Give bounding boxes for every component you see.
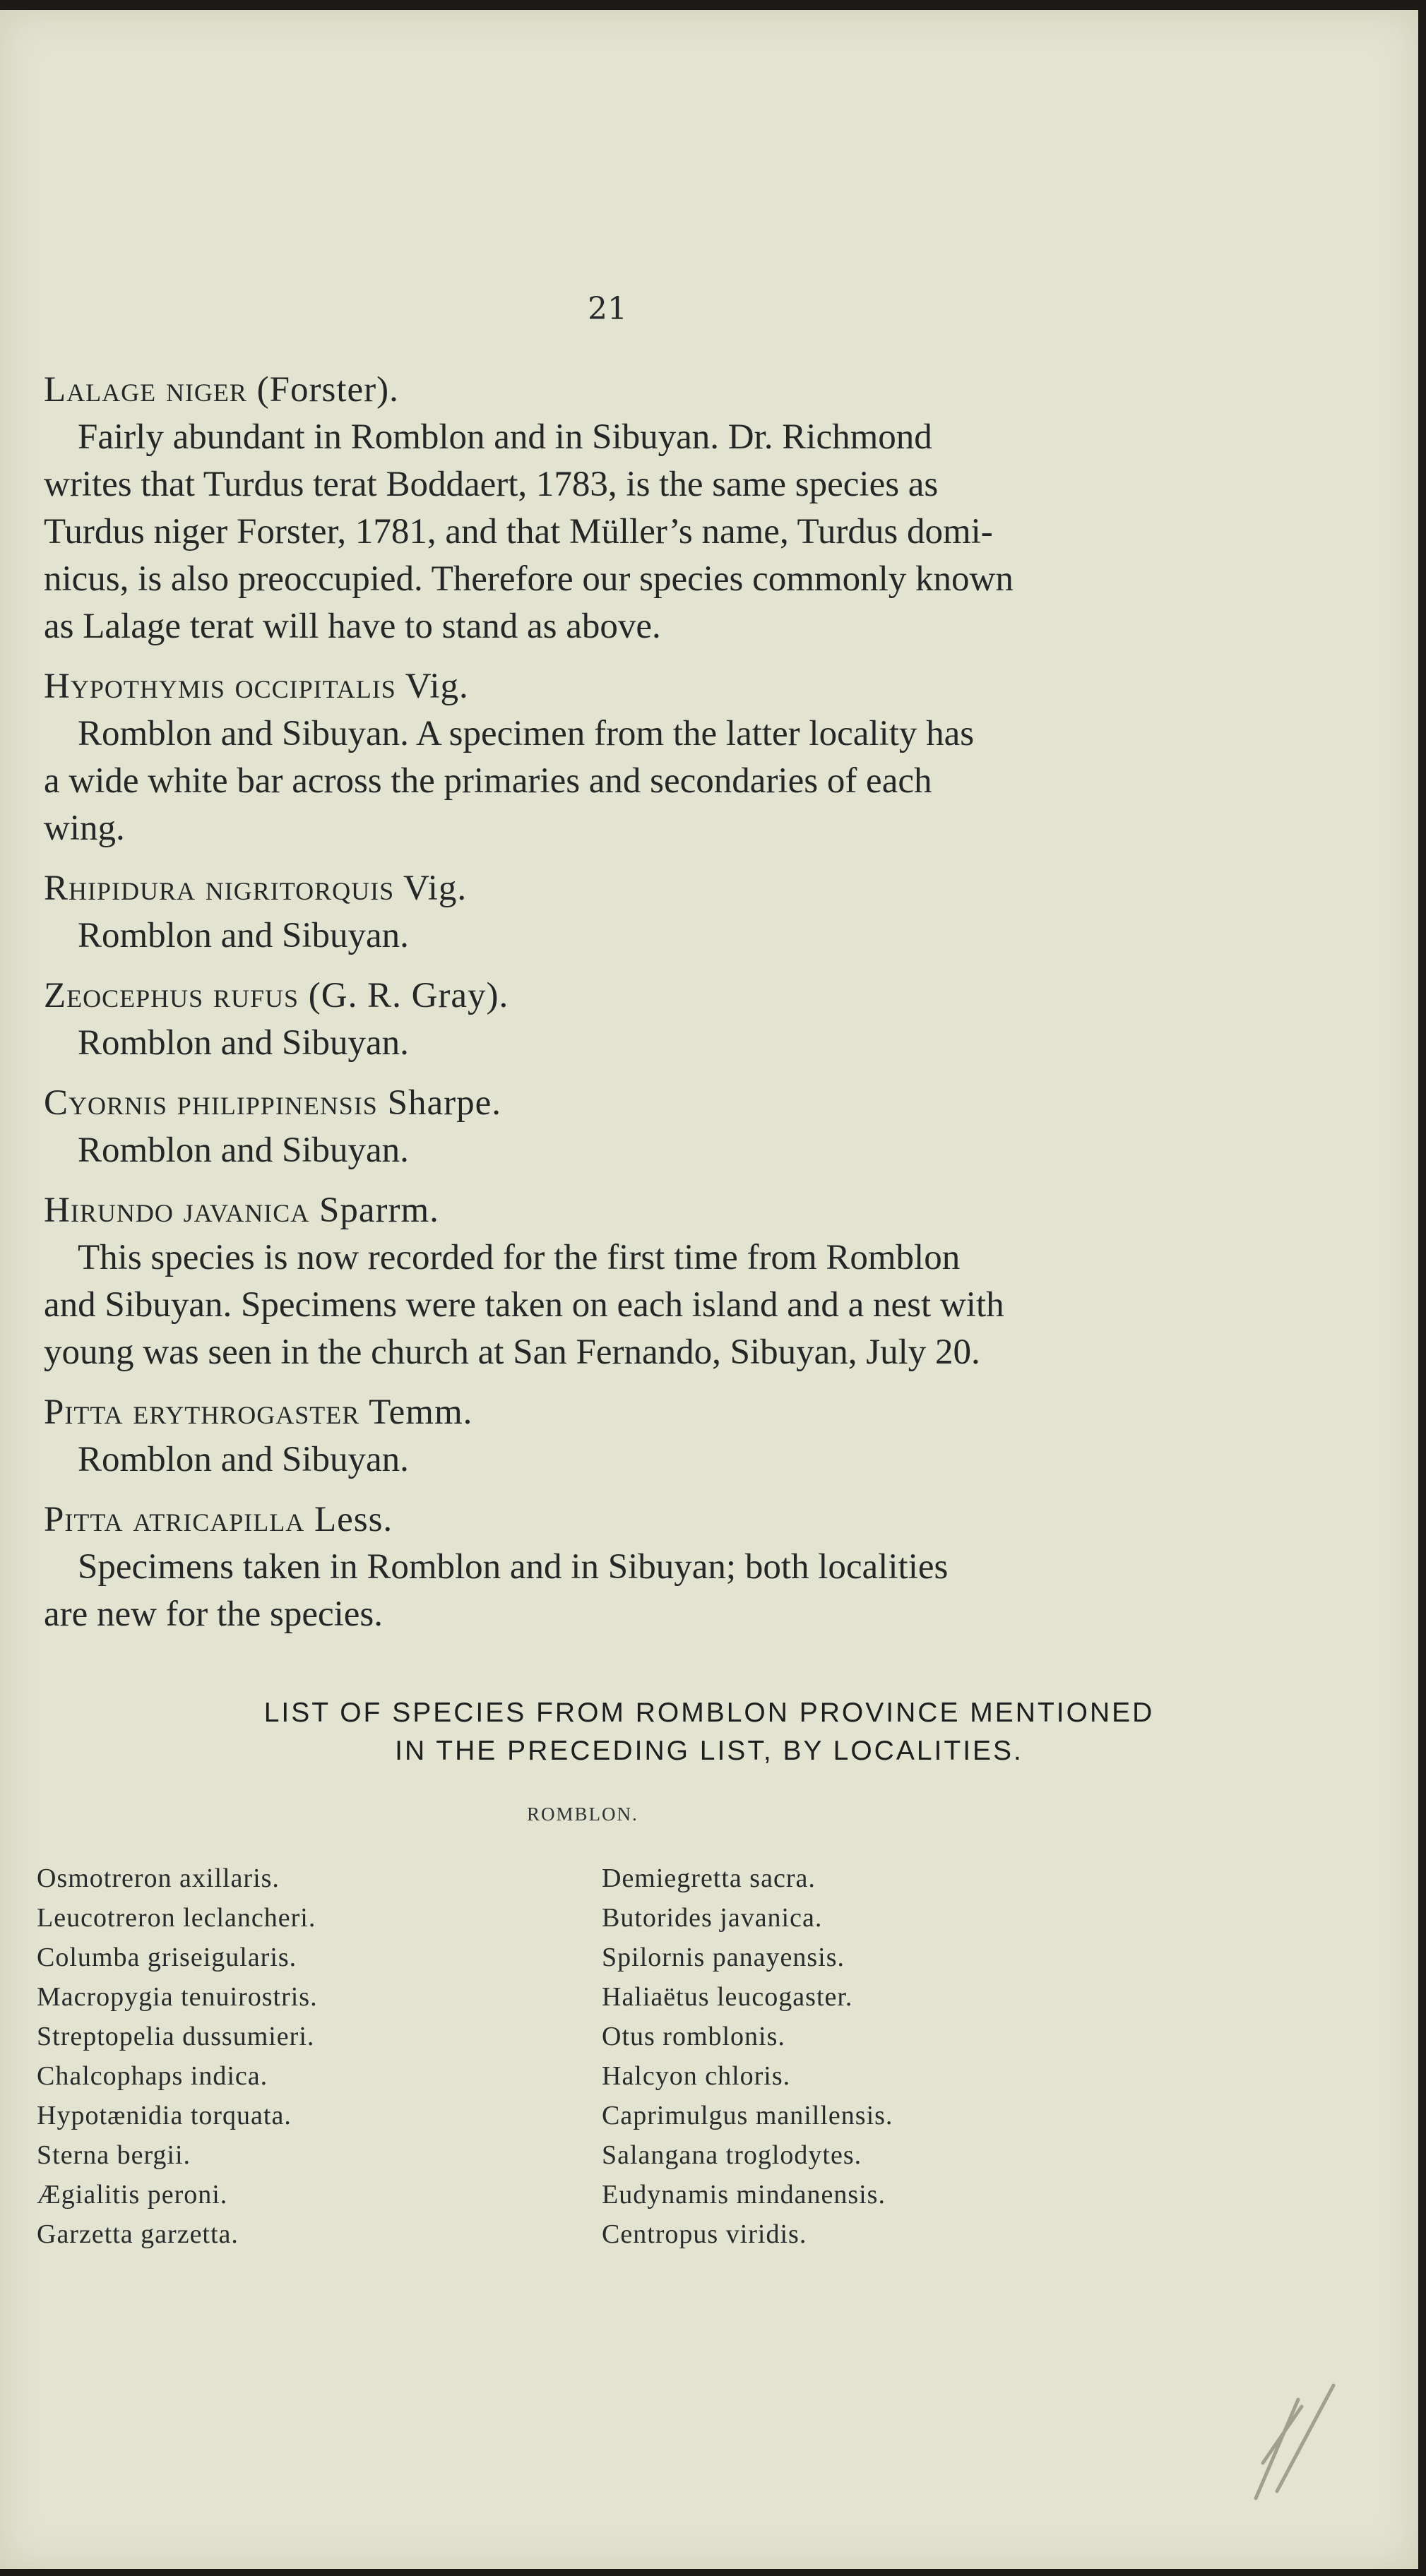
species-epithet: niger [165,370,247,410]
species-list-item: Hypotænidia torquata. [37,2101,292,2130]
species-authority: Temm. [360,1393,473,1432]
species-list-item: Salangana troglodytes. [602,2140,862,2170]
species-list-title-line-1: LIST OF SPECIES FROM ROMBLON PROVINCE MENTIONED [263,1698,1155,1728]
body-text-line: Turdus niger Forster, 1781, and that Müller’s name, Turdus domi- [44,512,993,551]
species-list-item: Columba griseigularis. [37,1943,297,1972]
species-list-item: Sterna bergii. [37,2140,191,2170]
species-column-left [37,1859,318,2254]
species-entry [44,1496,1174,1638]
body-text-line: nicus, is also preoccupied. Therefore our species commonly known [44,559,1014,599]
species-list-item: Garzetta garzetta. [37,2219,239,2249]
species-entry [44,1187,1174,1376]
species-list-item: Leucotreron leclancheri. [37,1903,316,1933]
species-epithet: atricapilla [133,1500,305,1539]
species-entry [44,366,1174,650]
species-accounts [44,366,1174,1638]
body-text-line: are new for the species. [44,1594,384,1634]
species-column-right [602,1859,893,2254]
genus-name: Hypothymis [44,667,225,706]
species-authority: Vig. [396,667,469,706]
species-list-item: Otus romblonis. [602,2022,785,2051]
species-epithet: philippinensis [177,1083,378,1123]
species-authority: Vig. [394,869,468,908]
handwritten-mark [1235,2357,1348,2512]
species-list-item: Spilornis panayensis. [602,1943,845,1972]
genus-name: Rhipidura [44,869,196,908]
species-list-item: Centropus viridis. [602,2219,807,2249]
document-page [0,10,1418,2569]
species-epithet: nigritorquis [205,869,395,908]
species-epithet: occipitalis [234,667,396,706]
species-heading [44,865,1174,912]
body-text-line: Romblon and Sibuyan. [78,916,409,955]
species-list-item: Macropygia tenuirostris. [37,1982,318,2012]
species-entry [44,972,1174,1067]
species-authority: (G. R. Gray). [299,976,509,1015]
species-authority: Sparrm. [309,1191,439,1230]
species-epithet: erythrogaster [133,1393,360,1432]
species-heading [44,1080,1174,1127]
genus-name: Pitta [44,1500,124,1539]
species-list-item: Chalcophaps indica. [37,2061,268,2091]
body-text-line: Romblon and Sibuyan. [78,1440,409,1479]
species-list-item: Butorides javanica. [602,1903,823,1933]
species-list-title-line-2: IN THE PRECEDING LIST, BY LOCALITIES. [395,1736,1023,1766]
species-heading [44,663,1174,710]
species-heading [44,1389,1174,1436]
species-entry [44,865,1174,960]
body-text-line: a wide white bar across the primaries and secondaries of each [44,761,932,801]
species-heading [44,366,1174,414]
body-text-line: Romblon and Sibuyan. A specimen from the latter locality has [78,714,975,753]
locality-heading: ROMBLON. [527,1803,638,1825]
body-text-line: Fairly abundant in Romblon and in Sibuyan. Dr. Richmond [78,417,932,457]
genus-name: Lalage [44,370,157,410]
body-text-line: wing. [44,809,125,848]
species-entry [44,663,1174,852]
species-list-item: Ægialitis peroni. [37,2180,228,2210]
species-epithet: rufus [213,976,299,1015]
page-number: 21 [588,291,627,327]
body-text-line: writes that Turdus terat Boddaert, 1783, is the same species as [44,465,939,504]
body-text-line: Specimens taken in Romblon and in Sibuyan; both localities [78,1547,949,1587]
species-authority: (Forster). [246,370,399,410]
genus-name: Zeocephus [44,976,204,1015]
body-text-line: This species is now recorded for the first time from Romblon [78,1238,961,1277]
species-list-item: Osmotreron axillaris. [37,1864,280,1893]
body-text-line: Romblon and Sibuyan. [78,1131,409,1170]
species-list-item: Haliaëtus leucogaster. [602,1982,853,2012]
species-heading [44,1496,1174,1544]
genus-name: Cyornis [44,1083,168,1123]
body-text-line: as Lalage terat will have to stand as above. [44,607,661,646]
body-text-line: Romblon and Sibuyan. [78,1023,409,1063]
genus-name: Hirundo [44,1191,174,1230]
species-epithet: javanica [183,1191,310,1230]
species-entry [44,1389,1174,1484]
species-entry [44,1080,1174,1174]
species-list-title [0,1698,1418,1767]
species-authority: Sharpe. [377,1083,501,1123]
genus-name: Pitta [44,1393,124,1432]
species-list-item: Halcyon chloris. [602,2061,791,2091]
body-text-line: young was seen in the church at San Fernando, Sibuyan, July 20. [44,1332,980,1372]
species-list-item: Streptopelia dussumieri. [37,2022,315,2051]
species-list-item: Eudynamis mindanensis. [602,2180,886,2210]
body-text-line: and Sibuyan. Specimens were taken on each island and a nest with [44,1285,1004,1325]
species-heading [44,972,1174,1020]
species-list-item: Caprimulgus manillensis. [602,2101,893,2130]
species-authority: Less. [304,1500,393,1539]
species-list-item: Demiegretta sacra. [602,1864,816,1893]
species-heading [44,1187,1174,1234]
